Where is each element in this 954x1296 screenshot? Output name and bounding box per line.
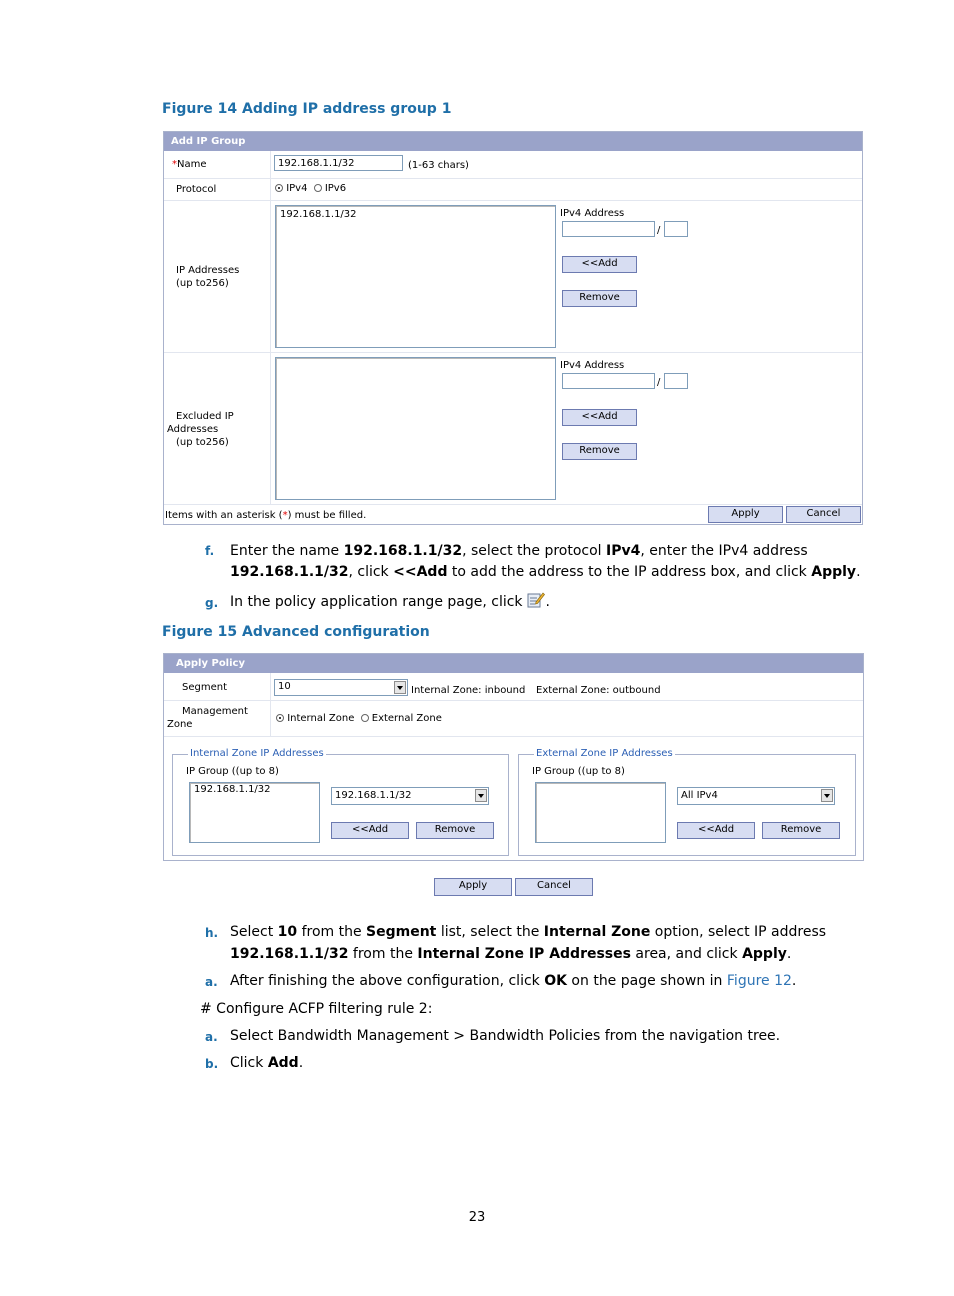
internal-ip-group-list[interactable] bbox=[189, 782, 320, 843]
step-a-marker: a. bbox=[205, 975, 218, 989]
step-b-marker: b. bbox=[205, 1057, 219, 1071]
figure-14-title: Figure 14 Adding IP address group 1 bbox=[162, 101, 452, 117]
excluded-remove-button[interactable]: Remove bbox=[562, 443, 637, 460]
excluded-prefix-length-input[interactable] bbox=[664, 373, 688, 389]
internal-zone-fieldset bbox=[172, 748, 509, 856]
column-divider bbox=[270, 673, 271, 736]
apply-policy-cancel-button[interactable]: Cancel bbox=[515, 878, 593, 896]
apply-policy-panel bbox=[163, 653, 864, 861]
step-a-line: After finishing the above configuration, click OK on the page shown in Figure 12. bbox=[230, 973, 797, 989]
step-h-line-2: 192.168.1.1/32 from the Internal Zone IP Addresses area, and click Apply. bbox=[230, 946, 792, 962]
ipv4-radio[interactable] bbox=[275, 184, 283, 192]
chevron-down-icon bbox=[821, 789, 833, 802]
excluded-ipv4-address-input[interactable] bbox=[562, 373, 655, 389]
figure-12-link[interactable]: Figure 12 bbox=[726, 973, 792, 989]
internal-ip-group-label: IP Group ((up to 8) bbox=[186, 766, 279, 777]
page-number: 23 bbox=[468, 1210, 486, 1225]
ipv6-label: IPv6 bbox=[324, 183, 347, 194]
zone-options bbox=[276, 712, 442, 725]
external-zone-fieldset bbox=[518, 748, 856, 856]
chevron-down-icon bbox=[475, 789, 487, 802]
zone-info-inbound: Internal Zone: inbound bbox=[411, 685, 526, 696]
internal-zone-label: Internal Zone bbox=[287, 713, 355, 724]
step-g-line: In the policy application range page, click . bbox=[230, 594, 550, 610]
internal-remove-button[interactable]: Remove bbox=[416, 822, 494, 839]
edit-config-icon bbox=[527, 594, 541, 608]
step-h-marker: h. bbox=[205, 926, 219, 940]
excluded-ipv4-address-label: IPv4 Address bbox=[560, 360, 625, 371]
cancel-button[interactable]: Cancel bbox=[786, 506, 861, 523]
required-note: Items with an asterisk (*) must be filled. bbox=[165, 510, 367, 521]
name-hint: (1-63 chars) bbox=[408, 160, 469, 171]
row-divider bbox=[164, 700, 863, 701]
ip-list-item[interactable]: 192.168.1.1/32 bbox=[280, 209, 357, 220]
internal-add-button[interactable]: <<Add bbox=[331, 822, 409, 839]
internal-list-item[interactable]: 192.168.1.1/32 bbox=[194, 784, 271, 795]
internal-ip-group-select[interactable] bbox=[331, 787, 489, 805]
ipv4-address-label: IPv4 Address bbox=[560, 208, 625, 219]
step-a2-marker: a. bbox=[205, 1030, 218, 1044]
chevron-down-icon bbox=[394, 681, 406, 694]
row-divider bbox=[164, 178, 862, 179]
excluded-limit: (up to256) bbox=[176, 437, 229, 448]
internal-select-value: 192.168.1.1/32 bbox=[335, 790, 412, 801]
excluded-ip-list[interactable] bbox=[275, 357, 556, 500]
external-zone-legend: External Zone IP Addresses bbox=[536, 748, 673, 759]
internal-zone-legend: Internal Zone IP Addresses bbox=[190, 748, 324, 759]
required-asterisk: * bbox=[172, 159, 177, 170]
panel-title: Apply Policy bbox=[164, 654, 863, 673]
external-zone-label: External Zone bbox=[371, 713, 442, 724]
name-label: *Name bbox=[172, 159, 207, 170]
prefix-length-input[interactable] bbox=[664, 221, 688, 237]
panel-title: Add IP Group bbox=[164, 132, 862, 151]
protocol-options bbox=[275, 182, 346, 195]
column-divider bbox=[270, 151, 271, 504]
ipv4-address-input[interactable] bbox=[562, 221, 655, 237]
row-divider bbox=[164, 200, 862, 201]
slash-separator: / bbox=[657, 225, 661, 236]
apply-button[interactable]: Apply bbox=[708, 506, 783, 523]
configure-comment: # Configure ACFP filtering rule 2: bbox=[200, 1001, 433, 1017]
external-ip-group-select[interactable] bbox=[677, 787, 835, 805]
row-divider bbox=[164, 736, 863, 737]
row-divider bbox=[164, 352, 862, 353]
add-ip-group-panel bbox=[163, 131, 863, 525]
step-h-line-1: Select 10 from the Segment list, select the Internal Zone option, select IP address bbox=[230, 924, 827, 940]
segment-label: Segment bbox=[182, 682, 227, 693]
step-g-marker: g. bbox=[205, 596, 219, 610]
add-ip-button[interactable]: <<Add bbox=[562, 256, 637, 273]
segment-select[interactable] bbox=[274, 679, 408, 696]
external-ip-group-list[interactable] bbox=[535, 782, 666, 843]
excluded-slash-separator: / bbox=[657, 377, 661, 388]
excluded-add-button[interactable]: <<Add bbox=[562, 409, 637, 426]
ip-addresses-label: IP Addresses bbox=[176, 265, 240, 276]
step-f-line-1: Enter the name 192.168.1.1/32, select the protocol IPv4, enter the IPv4 address bbox=[230, 543, 808, 559]
external-add-button[interactable]: <<Add bbox=[677, 822, 755, 839]
ipv4-label: IPv4 bbox=[286, 183, 308, 194]
name-input[interactable]: 192.168.1.1/32 bbox=[274, 155, 403, 171]
external-select-value: All IPv4 bbox=[681, 790, 718, 801]
apply-policy-apply-button[interactable]: Apply bbox=[434, 878, 512, 896]
ip-addresses-list[interactable] bbox=[275, 205, 556, 348]
step-f-line-2: 192.168.1.1/32, click <<Add to add the address to the IP address box, and click Apply. bbox=[230, 564, 861, 580]
excluded-label-2: Addresses bbox=[167, 424, 219, 435]
management-zone-label: Management bbox=[182, 706, 248, 717]
zone-info-outbound: External Zone: outbound bbox=[536, 685, 661, 696]
remove-ip-button[interactable]: Remove bbox=[562, 290, 637, 307]
step-f-marker: f. bbox=[205, 544, 215, 558]
external-remove-button[interactable]: Remove bbox=[762, 822, 840, 839]
external-zone-radio[interactable] bbox=[361, 714, 369, 722]
ip-addresses-limit: (up to256) bbox=[176, 278, 229, 289]
management-zone-label-2: Zone bbox=[167, 719, 193, 730]
excluded-label: Excluded IP bbox=[176, 411, 234, 422]
internal-zone-radio[interactable] bbox=[276, 714, 284, 722]
ipv6-radio[interactable] bbox=[314, 184, 322, 192]
row-divider bbox=[164, 504, 862, 505]
protocol-label: Protocol bbox=[176, 184, 217, 195]
external-ip-group-label: IP Group ((up to 8) bbox=[532, 766, 625, 777]
segment-value: 10 bbox=[278, 681, 291, 692]
figure-15-title: Figure 15 Advanced configuration bbox=[162, 624, 430, 640]
step-b-line: Click Add. bbox=[230, 1055, 304, 1071]
step-a2-line: Select Bandwidth Management > Bandwidth Policies from the navigation tree. bbox=[230, 1028, 781, 1044]
